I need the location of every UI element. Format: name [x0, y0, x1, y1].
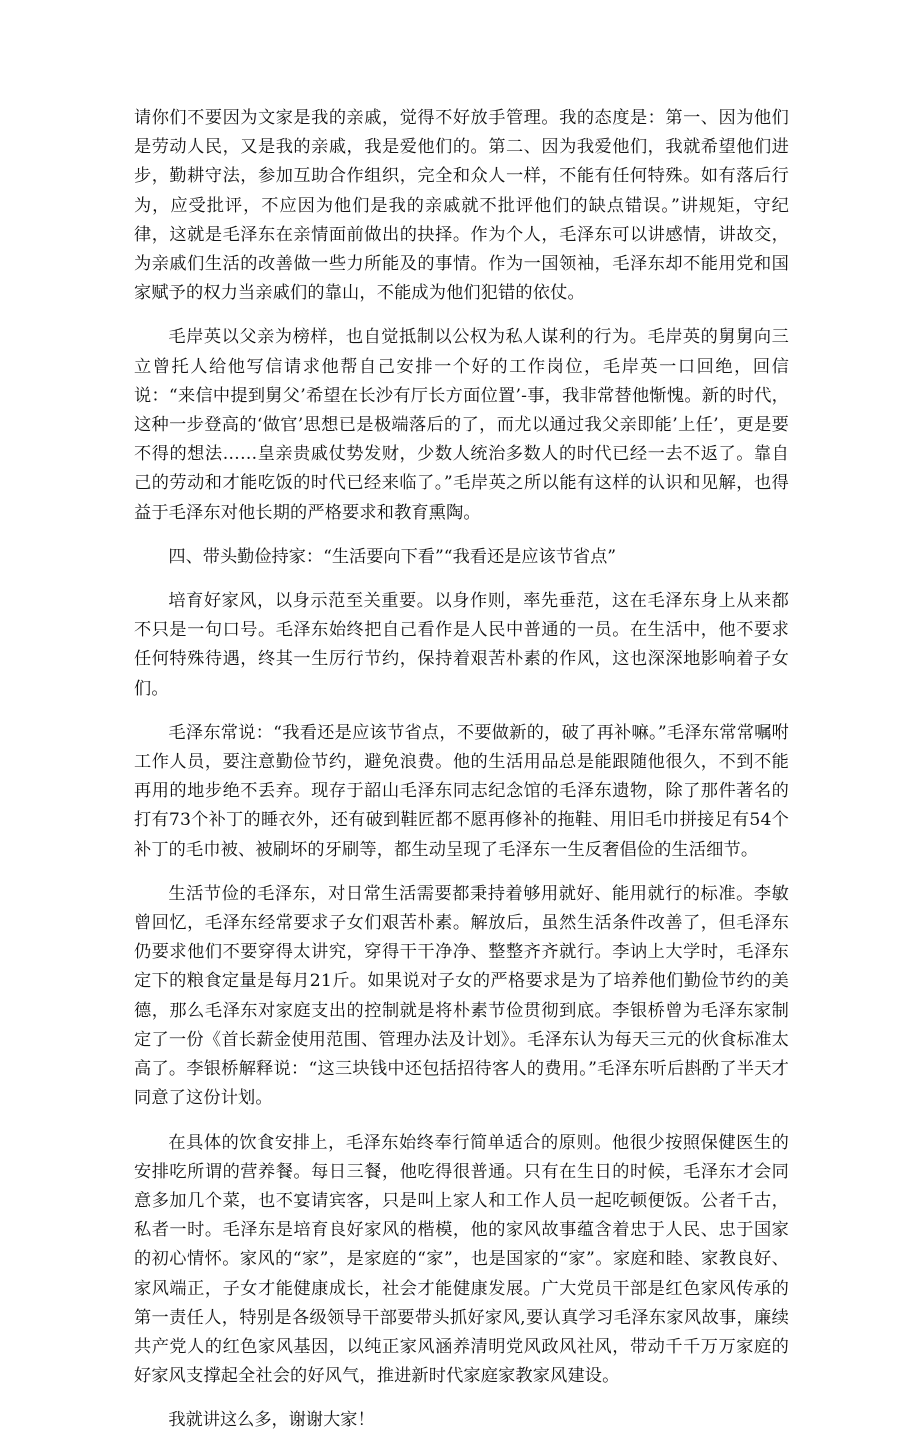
- paragraph-mao-anying: 毛岸英以父亲为榜样，也自觉抵制以公权为私人谋利的行为。毛岸英的舅舅向三立曾托人给他写信请求他帮自己安排一个好的工作岗位，毛岸英一口回绝，回信说：“来信中提到舅父’希望在长沙有厅长方面位置’-事，我非常替他惭愧。新的时代，这种一步登高的‘做官’思想已是极端落后的了，而尤以通过我父亲即能’上任’，更是要不得的想法……皇亲贵戚仗势发财，少数人统治多数人的时代已经一去不返了。靠自己的劳动和才能吃饭的时代已经来临了。”毛岸英之所以能有这样的认识和见解，也得益于毛泽东对他长期的严格要求和教育熏陶。: [134, 327, 789, 523]
- paragraph-frugality: 毛泽东常说：“我看还是应该节省点，不要做新的，破了再补嘛。”毛泽东常常嘱咐工作人员，要注意勤俭节约，避免浪费。他的生活用品总是能跟随他很久，不到不能再用的地步绝不丢弃。现存于韶山毛泽东同志纪念馆的毛泽东遗物，除了那件著名的打有73个补丁的睡衣外，还有破到鞋匠都不愿再修补的拖鞋、用旧毛巾拼接足有54个补丁的毛巾被、被刷坏的牙刷等，都生动呈现了毛泽东一生反奢倡俭的生活细节。: [134, 722, 789, 860]
- section-heading: 四、带头勤俭持家：“生活要向下看”“我看还是应该节省点”: [168, 546, 617, 567]
- paragraph-simple-living: 生活节俭的毛泽东，对日常生活需要都秉持着够用就好、能用就行的标准。李敏曾回忆，毛泽东经常要求子女们艰苦朴素。解放后，虽然生活条件改善了，但毛泽东仍要求他们不要穿得太讲究，穿得干干净净、整整齐齐就行。李讷上大学时，毛泽东定下的粮食定量是每月21斤。如果说对子女的严格要求是为了培养他们勤俭节约的美德，那么毛泽东对家庭支出的控制就是将朴素节俭贯彻到底。李银桥曾为毛泽东家制定了一份《首长薪金使用范围、管理办法及计划》。毛泽东认为每天三元的伙食标准太高了。李银桥解释说：“这三块钱中还包括招待客人的费用。”毛泽东听后斟酌了半天才同意了这份计划。: [134, 883, 789, 1109]
- closing-remark: 我就讲这么多，谢谢大家！: [168, 1410, 375, 1431]
- paragraph-relatives: 请你们不要因为文家是我的亲戚，觉得不好放手管理。我的态度是：第一、因为他们是劳动人民，又是我的亲戚，我是爱他们的。第二、因为我爱他们，我就希望他们进步，勤耕守法，参加互助合作组织，完全和众人一样，不能有任何特殊。如有落后行为，应受批评，不应因为他们是我的亲戚就不批评他们的缺点错误。”讲规矩，守纪律，这就是毛泽东在亲情面前做出的抉择。作为个人，毛泽东可以讲感情，讲故交，为亲戚们生活的改善做一些力所能及的事情。作为一国领袖，毛泽东却不能用党和国家赋予的权力当亲戚们的靠山，不能成为他们犯错的依仗。: [134, 108, 789, 304]
- document-page: [134, 104, 789, 1436]
- paragraph-lead-by-example: 培育好家风，以身示范至关重要。以身作则，率先垂范，这在毛泽东身上从来都不只是一句口号。毛泽东始终把自己看作是人民中普通的一员。在生活中，他不要求任何特殊待遇，终其一生厉行节约，保持着艰苦朴素的作风，这也深深地影响着子女们。: [134, 591, 789, 699]
- paragraph-diet-and-family-values: 在具体的饮食安排上，毛泽东始终奉行简单适合的原则。他很少按照保健医生的安排吃所谓的营养餐。每日三餐，他吃得很普通。只有在生日的时候，毛泽东才会同意多加几个菜，也不宴请宾客，只是叫上家人和工作人员一起吃顿便饭。公者千古，私者一时。毛泽东是培育良好家风的楷模，他的家风故事蕴含着忠于人民、忠于国家的初心情怀。家风的“家”，是家庭的“家”，也是国家的“家”。家庭和睦、家教良好、家风端正，子女才能健康成长，社会才能健康发展。广大党员干部是红色家风传承的第一责任人，特别是各级领导干部要带头抓好家风,要认真学习毛泽东家风故事，廉续共产党人的红色家风基因，以纯正家风涵养清明党风政风社风，带动千千万万家庭的好家风支撑起全社会的好风气，推进新时代家庭家教家风建设。: [134, 1132, 789, 1387]
